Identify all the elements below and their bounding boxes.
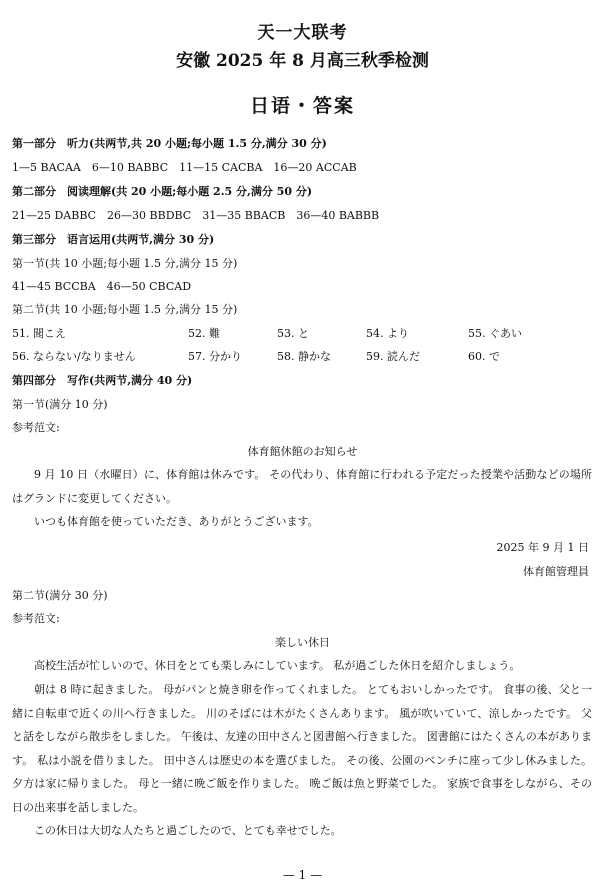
part4-section1-ref-label: 参考范文: <box>12 421 60 434</box>
notice-date: 2025 年 9 月 1 日 <box>496 541 589 554</box>
part4-section2-heading: 第二节(满分 30 分) <box>12 589 108 602</box>
part3-section1-answers: 41—45 BCCBA 46—50 CBCAD <box>12 280 192 293</box>
part3-section2-heading: 第二节(共 10 小题;每小题 1.5 分,满分 15 分) <box>12 303 238 316</box>
part1-answers: 1—5 BACAA 6—10 BABBC 11—15 CACBA 16—20 ACCAB <box>12 161 357 174</box>
part1-heading: 第一部分 听力(共两节,共 20 小题;每小题 1.5 分,满分 30 分) <box>12 137 327 150</box>
notice-paragraph-1: 9 月 10 日（水曜日）に、体育館は休みです。 その代わり、体育館に行われる予定だった授業や活動などの場所はグランドに変更してください。 <box>12 468 592 505</box>
exam-organizer-title: 天一大联考 <box>257 23 348 43</box>
notice-paragraph-2: いつも体育館を使っていただき、ありがとうございます。 <box>34 515 319 528</box>
part2-answers: 21—25 DABBC 26—30 BBDBC 31—35 BBACB 36—40 BABBB <box>12 209 380 222</box>
essay-title: 楽しい休日 <box>275 636 330 649</box>
answer-59: 59. 読んだ <box>366 350 420 363</box>
part4-section1-heading: 第一节(满分 10 分) <box>12 398 108 411</box>
part4-section2-ref-label: 参考范文: <box>12 612 60 625</box>
part2-heading: 第二部分 阅读理解(共 20 小题;每小题 2.5 分,满分 50 分) <box>12 185 313 198</box>
answer-58: 58. 静かな <box>277 350 331 363</box>
notice-signer: 体育館管理員 <box>523 565 589 578</box>
part4-heading: 第四部分 写作(共两节,满分 40 分) <box>12 374 193 387</box>
essay-paragraph-1: 高校生活が忙しいので、休日をとても楽しみにしています。 私が過ごした休日を紹介しましょう。 <box>34 659 521 672</box>
answer-52: 52. 難 <box>188 327 220 340</box>
exam-title: 安徽 2025 年 8 月高三秋季检测 <box>176 51 429 71</box>
answer-56: 56. ならない/なりません <box>12 350 136 363</box>
subject-title: 日语・答案 <box>249 95 355 117</box>
answer-57: 57. 分かり <box>188 350 242 363</box>
answer-51: 51. 聞こえ <box>12 327 66 340</box>
page-number: — 1 — <box>282 868 323 882</box>
part3-heading: 第三部分 语言运用(共两节,满分 30 分) <box>12 233 215 246</box>
answer-53: 53. と <box>277 327 309 340</box>
essay-paragraph-3: この休日は大切な人たちと過ごしたので、とても幸せでした。 <box>34 824 342 837</box>
answer-55: 55. ぐあい <box>468 327 522 340</box>
answer-60: 60. で <box>468 350 500 363</box>
answer-54: 54. より <box>366 327 409 340</box>
part3-section1-heading: 第一节(共 10 小题;每小题 1.5 分,满分 15 分) <box>12 257 238 270</box>
essay-paragraph-2: 朝は 8 時に起きました。 母がパンと焼き卵を作ってくれました。 とてもおいしかったです。 食事の後、父と一緒に自転車で近くの川へ行きました。 川のそばには木がたくさんあります。 風が吹いていて、涼しかったです。 父と話をしながら散歩をしました。 午後は、友達の田中さんと図書館へ行きました。 図書館にはたくさんの本があります。 私は小説を借りました。 田中さんは歴史の本を選びました。 その後、公園のベンチに座って少し休みました。 夕方は家に帰りました。 母と一緒に晩ご飯を作りました。 晩ご飯は魚と野菜でした。 家族で食事をしながら、その日の出来事を話しました。 <box>12 683 592 814</box>
notice-title: 体育館休館のお知らせ <box>247 445 358 458</box>
